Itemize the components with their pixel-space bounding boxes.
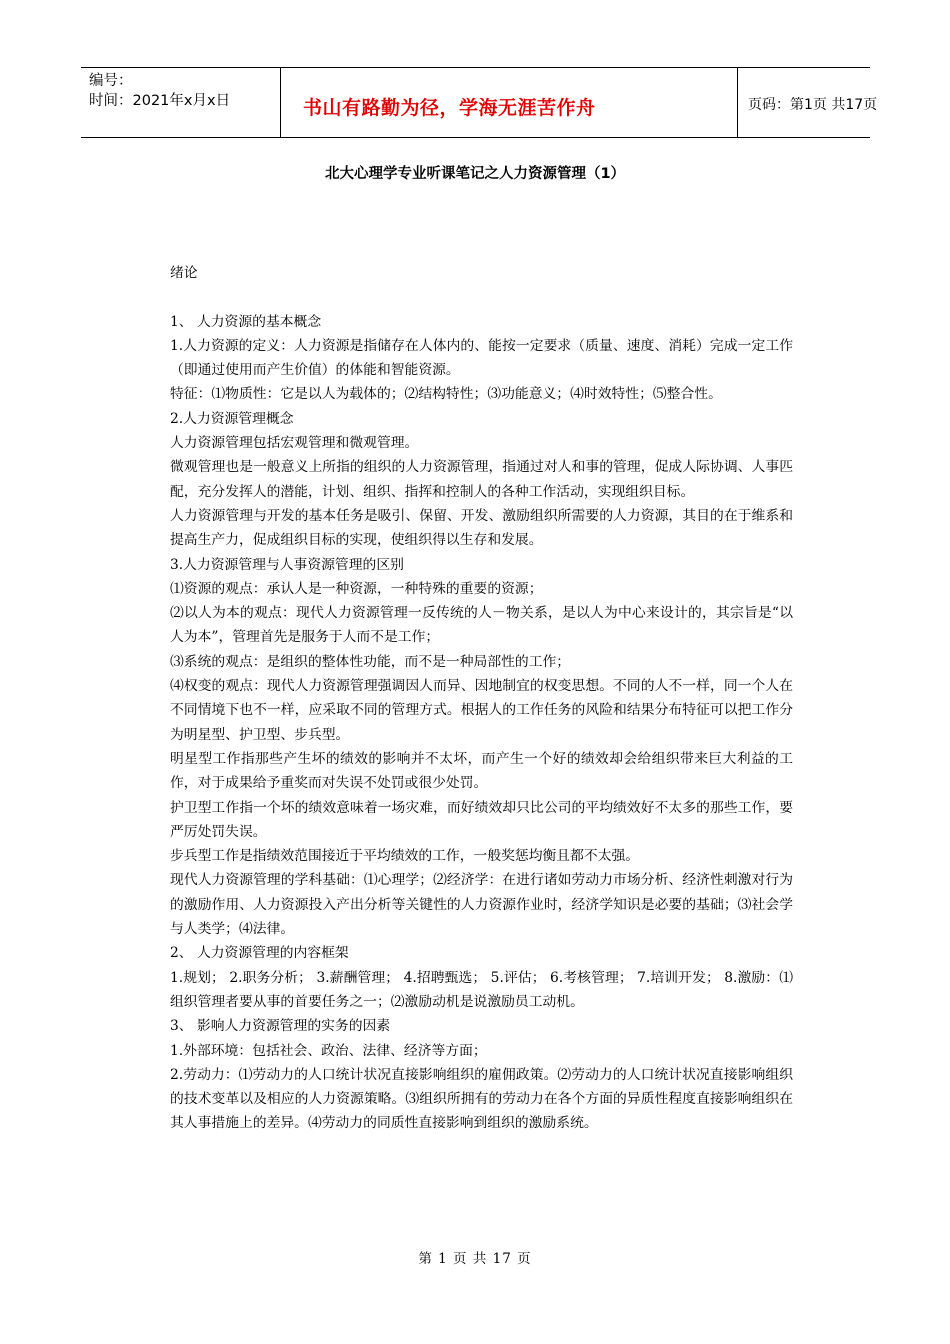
paragraph: 1.人力资源的定义：人力资源是指储存在人体内的、能按一定要求（质量、速度、消耗）完成一定工作（即通过使用而产生价值）的体能和智能资源。 (170, 337, 793, 379)
paragraph: 现代人力资源管理的学科基础：⑴心理学；⑵经济学：在进行诸如劳动力市场分析、经济性刺激对行为的激励作用、人力资源投入产出分析等关键性的人力资源作业时，经济学知识是必要的基础；⑶社会学与人类学；⑷法律。 (170, 872, 793, 938)
paragraph: 2.劳动力：⑴劳动力的人口统计状况直接影响组织的雇佣政策。⑵劳动力的人口统计状况直接影响组织的技术变革以及相应的人力资源策略。⑶组织所拥有的劳动力在各个方面的异质性程度直接影响组织在其人事措施上的差异。⑷劳动力的同质性直接影响到组织的激励系统。 (170, 1066, 793, 1132)
paragraph: ⑴资源的观点：承认人是一种资源，一种特殊的重要的资源； (170, 580, 543, 597)
paragraph: 特征：⑴物质性：它是以人为载体的；⑵结构特性；⑶功能意义；⑷时效特性；⑸整合性。 (170, 386, 722, 403)
paragraph: 绪论 (170, 265, 198, 281)
paragraph: ⑶系统的观点：是组织的整体性功能，而不是一种局部性的工作； (170, 653, 571, 670)
paragraph: 明星型工作指那些产生坏的绩效的影响并不太坏，而产生一个好的绩效却会给组织带来巨大利益的工作，对于成果给予重奖而对失误不处罚或很少处罚。 (170, 750, 793, 792)
serial-number-label: 编号： (89, 73, 133, 89)
page-header (81, 67, 878, 138)
paragraph: 人力资源管理包括宏观管理和微观管理。 (170, 435, 419, 452)
paragraph: 1.外部环境：包括社会、政治、法律、经济等方面； (170, 1042, 487, 1059)
document-title: 北大心理学专业听课笔记之人力资源管理（1） (324, 166, 626, 182)
paragraph: 微观管理也是一般意义上所指的组织的人力资源管理，指通过对人和事的管理，促成人际协调、人事匹配，充分发挥人的潜能，计划、组织、指挥和控制人的各种工作活动，实现组织目标。 (170, 459, 793, 500)
paragraph: ⑵以人为本的观点：现代人力资源管理一反传统的人－物关系，是以人为中心来设计的，其宗旨是“以人为本”，管理首先是服务于人而不是工作； (170, 605, 793, 646)
header-info-cell (81, 68, 281, 137)
section-heading: 2、 人力资源管理的内容框架 (170, 945, 349, 962)
motto-text: 书山有路勤为径，学海无涯苦作舟 (303, 97, 596, 119)
paragraph: 1.规划； 2.职务分析； 3.薪酬管理； 4.招聘甄选； 5.评估； 6.考核管理； 7.培训开发； 8.激励：⑴组织管理者要从事的首要任务之一；⑵激励动机是说激励员工动机。 (170, 969, 793, 1010)
header-motto-cell (281, 68, 738, 137)
paragraph: ⑷权变的观点：现代人力资源管理强调因人而异、因地制宜的权变思想。不同的人不一样，同一个人在不同情境下也不一样，应采取不同的管理方式。根据人的工作任务的风险和结果分布特征可以把工作分为明星型、护卫型、步兵型。 (170, 678, 793, 743)
time-label: 时间：2021年x月x日 (89, 93, 231, 109)
subheading: 3.人力资源管理与人事资源管理的区别 (170, 556, 404, 573)
document-body (170, 261, 793, 1136)
page-number-label: 页码：第1页 共17页 (748, 97, 878, 113)
paragraph: 步兵型工作是指绩效范围接近于平均绩效的工作，一般奖惩均衡且都不太强。 (170, 848, 640, 865)
subheading: 2.人力资源管理概念 (170, 410, 294, 427)
paragraph-spacer (170, 285, 793, 309)
page-footer: 第 1 页 共 17 页 (418, 1251, 532, 1267)
header-page-cell (738, 68, 878, 137)
section-heading: 3、 影响人力资源管理的实务的因素 (170, 1018, 391, 1035)
paragraph: 护卫型工作指一个坏的绩效意味着一场灾难，而好绩效却只比公司的平均绩效好不太多的那些工作，要严厉处罚失误。 (170, 799, 793, 840)
paragraph: 人力资源管理与开发的基本任务是吸引、保留、开发、激励组织所需要的人力资源，其目的在于维系和提高生产力，促成组织目标的实现，使组织得以生存和发展。 (170, 507, 793, 549)
section-heading: 1、 人力资源的基本概念 (170, 313, 322, 330)
